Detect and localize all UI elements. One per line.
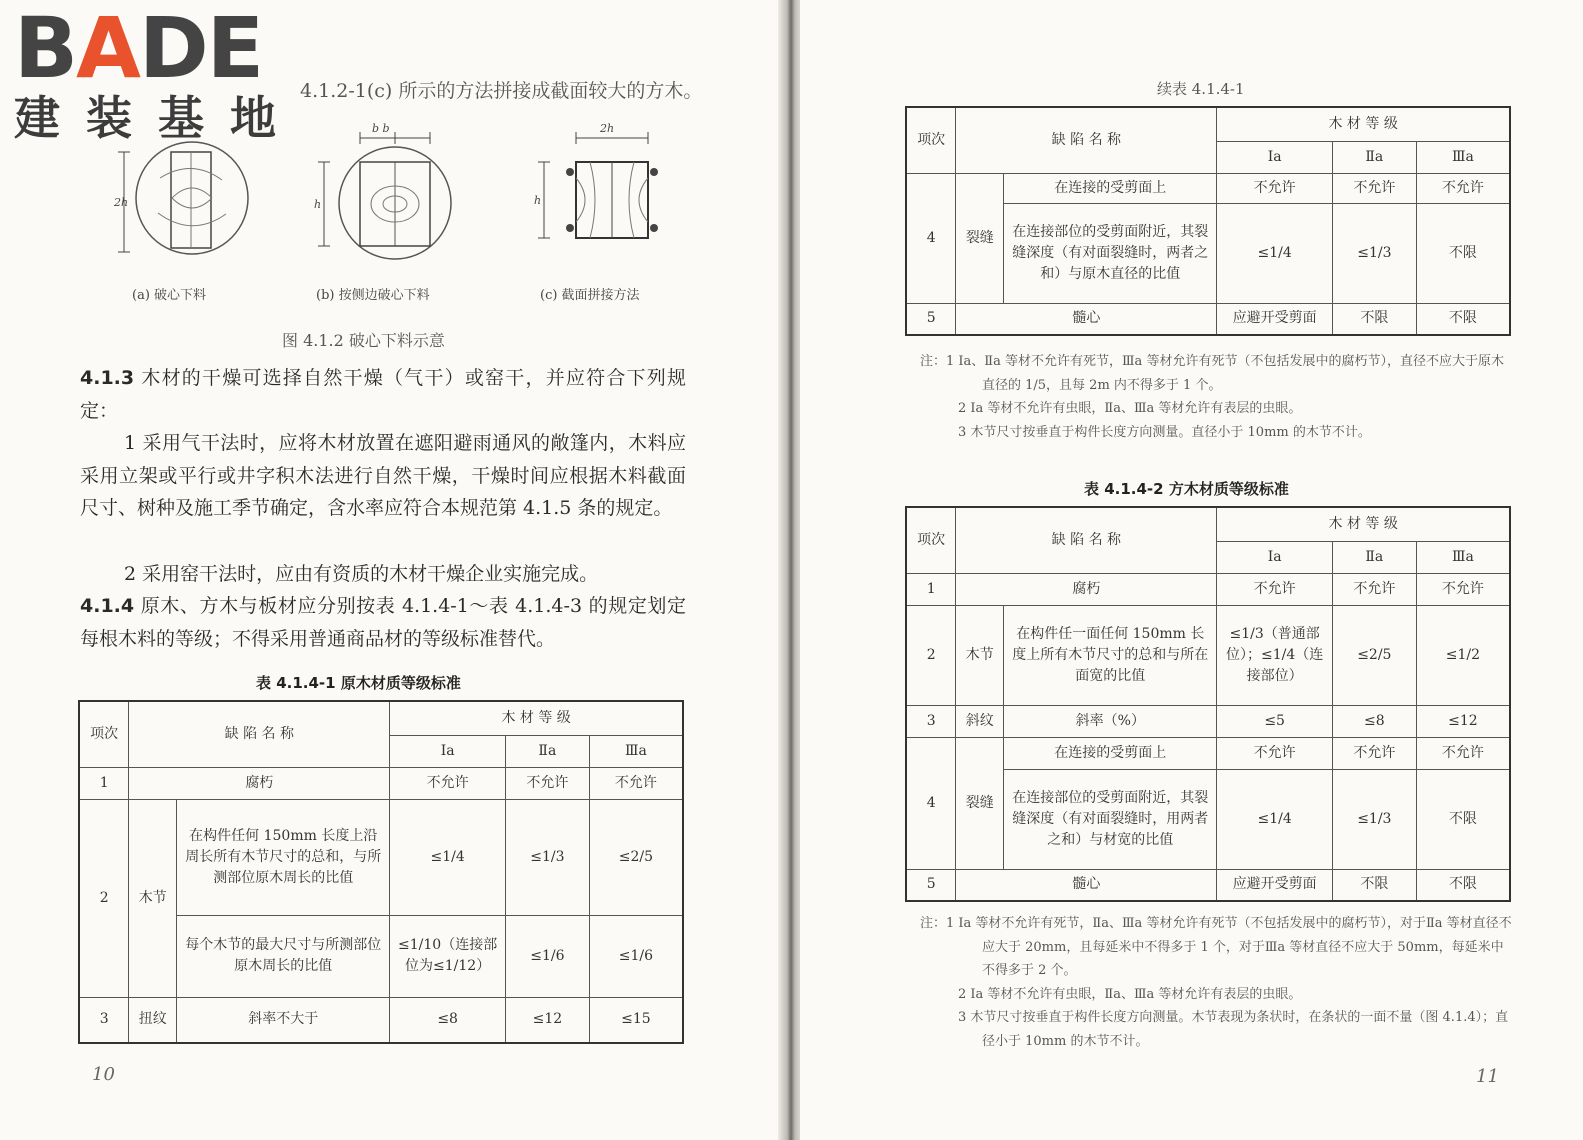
grade-3: Ⅲa — [589, 735, 683, 767]
row-number: 3 — [79, 997, 129, 1043]
value-cell: 不允许 — [1416, 573, 1510, 605]
figure-c-caption: (c) 截面拼接方法 — [540, 288, 640, 303]
value-cell: 不允许 — [505, 767, 589, 799]
value-cell: 不允许 — [1217, 737, 1333, 769]
logo-letter-a: A — [76, 0, 140, 97]
figure-b-caption: (b) 按侧边破心下料 — [316, 288, 430, 303]
right-page — [800, 0, 1583, 1140]
defect-name: 腐朽 — [129, 767, 390, 799]
defect-name: 腐朽 — [956, 573, 1217, 605]
value-cell: ≤1/10（连接部位为≤1/12） — [390, 915, 506, 997]
clause-4-1-3-item-1: 1 采用气干法时，应将木材放置在遮阳避雨通风的敞篷内，木料应采用立架或平行或井字积木法进行自然干燥，干燥时间应根据木料截面尺寸、树种及施工季节确定，含水率应符合本规范第 4.1.5 条的规定。 — [80, 432, 686, 519]
defect-description: 在连接部位的受剪面附近，其裂缝深度（有对面裂缝时，用两者之和）与材宽的比值 — [1004, 769, 1217, 869]
header-item: 项次 — [906, 107, 956, 173]
header-defect: 缺 陷 名 称 — [129, 701, 390, 767]
row-number: 5 — [906, 303, 956, 335]
table-4-1-4-2-title: 表 4.1.4-2 方木材质等级标准 — [1084, 480, 1289, 498]
value-cell: ≤2/5 — [589, 799, 683, 915]
value-cell: 不允许 — [1332, 173, 1416, 203]
clause-text: 原木、方木与板材应分别按表 4.1.4-1～表 4.1.4-3 的规定划定每根木料的等级；不得采用普通商品材的等级标准替代。 — [80, 595, 686, 650]
value-cell: 不限 — [1416, 303, 1510, 335]
value-cell: 不允许 — [1217, 573, 1333, 605]
figure-b-diagram — [310, 118, 470, 268]
figure-b-dim-label: h — [314, 198, 322, 211]
header-defect: 缺 陷 名 称 — [956, 507, 1217, 573]
defect-category: 木节 — [129, 799, 177, 997]
grade-2: Ⅱa — [505, 735, 589, 767]
clause-number: 4.1.3 — [80, 367, 135, 389]
clause-4-1-3-item-2: 2 采用窑干法时，应由有资质的木材干燥企业实施完成。 — [124, 563, 599, 585]
logo-letter-b: B — [14, 0, 77, 97]
clause-4-1-3 — [80, 362, 686, 427]
note-lead: 注：1 — [920, 916, 955, 931]
defect-description: 在连接的受剪面上 — [1004, 173, 1217, 203]
value-cell: ≤15 — [589, 997, 683, 1043]
value-cell: 应避开受剪面 — [1217, 303, 1333, 335]
header-defect: 缺 陷 名 称 — [956, 107, 1217, 173]
defect-description: 斜率不大于 — [177, 997, 390, 1043]
value-cell: 不允许 — [1332, 737, 1416, 769]
value-cell: 不允许 — [390, 767, 506, 799]
defect-description: 斜率（%） — [1004, 705, 1217, 737]
value-cell: 不允许 — [1217, 173, 1333, 203]
defect-category: 木节 — [956, 605, 1004, 705]
clause-number: 4.1.4 — [80, 595, 135, 617]
value-cell: 不限 — [1416, 869, 1510, 901]
defect-description: 在连接的受剪面上 — [1004, 737, 1217, 769]
value-cell: ≤1/3 — [1332, 203, 1416, 303]
header-item: 项次 — [79, 701, 129, 767]
value-cell: ≤1/4 — [390, 799, 506, 915]
logo-letters-de: DE — [139, 0, 263, 97]
table-4-1-4-1-continued — [905, 106, 1511, 336]
note-2: 2 Ⅰa 等材不允许有虫眼，Ⅱa、Ⅲa 等材允许有表层的虫眼。 — [958, 401, 1302, 416]
table-1-notes — [920, 350, 1515, 444]
defect-description: 在构件任一面任何 150mm 长度上所有木节尺寸的总和与所在面宽的比值 — [1004, 605, 1217, 705]
value-cell: 不允许 — [589, 767, 683, 799]
note-text: Ⅰa、Ⅱa 等材不允许有死节，Ⅲa 等材允许有死节（不包括发展中的腐朽节），直径不应大于原木直径的 1/5，且每 2m 内不得多于 1 个。 — [954, 354, 1504, 393]
table-4-1-4-1 — [78, 700, 684, 1044]
value-cell: 不限 — [1416, 203, 1510, 303]
defect-name: 髓心 — [956, 869, 1217, 901]
grade-2: Ⅱa — [1332, 541, 1416, 573]
value-cell: ≤1/4 — [1217, 203, 1333, 303]
table-4-1-4-1-title: 表 4.1.4-1 原木材质等级标准 — [256, 674, 461, 692]
defect-description: 在构件任何 150mm 长度上沿周长所有木节尺寸的总和，与所测部位原木周长的比值 — [177, 799, 390, 915]
value-cell: 不允许 — [1416, 173, 1510, 203]
defect-category: 扭纹 — [129, 997, 177, 1043]
header-item: 项次 — [906, 507, 956, 573]
header-grade: 木 材 等 级 — [1217, 507, 1510, 541]
top-line-text: 4.1.2-1(c) 所示的方法拼接成截面较大的方木。 — [300, 80, 703, 102]
grade-1: Ⅰa — [1217, 141, 1333, 173]
page-number-left: 10 — [92, 1064, 115, 1085]
value-cell: ≤12 — [1416, 705, 1510, 737]
defect-description: 每个木节的最大尺寸与所测部位原木周长的比值 — [177, 915, 390, 997]
table-4-1-4-2 — [905, 506, 1511, 902]
row-number: 2 — [906, 605, 956, 705]
row-number: 3 — [906, 705, 956, 737]
figure-a-diagram — [110, 118, 260, 268]
header-grade: 木 材 等 级 — [390, 701, 683, 735]
grade-3: Ⅲa — [1416, 541, 1510, 573]
grade-1: Ⅰa — [390, 735, 506, 767]
continued-table-title: 续表 4.1.4-1 — [1157, 80, 1245, 98]
clause-4-1-4 — [80, 590, 686, 655]
value-cell: 应避开受剪面 — [1217, 869, 1333, 901]
defect-category: 裂缝 — [956, 737, 1004, 869]
value-cell: ≤2/5 — [1332, 605, 1416, 705]
grade-2: Ⅱa — [1332, 141, 1416, 173]
value-cell: ≤5 — [1217, 705, 1333, 737]
figure-a-caption: (a) 破心下料 — [132, 288, 207, 303]
note-3: 3 木节尺寸按垂直于构件长度方向测量。木节表现为条状时，在条状的一面不量（图 4.1.4）；直径小于 10mm 的木节不计。 — [958, 1010, 1509, 1049]
value-cell: 不限 — [1416, 769, 1510, 869]
value-cell: ≤1/4 — [1217, 769, 1333, 869]
value-cell: ≤1/6 — [505, 915, 589, 997]
value-cell: ≤1/2 — [1416, 605, 1510, 705]
grade-1: Ⅰa — [1217, 541, 1333, 573]
note-2: 2 Ⅰa 等材不允许有虫眼，Ⅱa、Ⅲa 等材允许有表层的虫眼。 — [958, 986, 1302, 1002]
figure-a-dim-label: 2h — [114, 196, 129, 209]
figure-b-top-dim-label: b b — [372, 122, 390, 135]
logo-subtitle: 建装基地 — [14, 91, 302, 145]
value-cell: ≤12 — [505, 997, 589, 1043]
defect-category: 裂缝 — [956, 173, 1004, 303]
figure-title: 图 4.1.2 破心下料示意 — [282, 331, 445, 350]
value-cell: 不限 — [1332, 303, 1416, 335]
defect-category: 斜纹 — [956, 705, 1004, 737]
left-page — [0, 0, 790, 1140]
table-2-notes — [920, 912, 1515, 1053]
value-cell: ≤8 — [390, 997, 506, 1043]
logo-wordmark — [14, 0, 304, 97]
value-cell: 不限 — [1332, 869, 1416, 901]
figure-c-dim-label: h — [534, 194, 542, 207]
value-cell: ≤1/6 — [589, 915, 683, 997]
note-3: 3 木节尺寸按垂直于构件长度方向测量。直径小于 10mm 的木节不计。 — [958, 424, 1371, 440]
row-number: 4 — [906, 737, 956, 869]
figure-c-diagram — [530, 118, 680, 268]
value-cell: 不允许 — [1332, 573, 1416, 605]
clause-text: 木材的干燥可选择自然干燥（气干）或窑干，并应符合下列规定： — [80, 367, 686, 422]
value-cell: ≤8 — [1332, 705, 1416, 737]
defect-name: 髓心 — [956, 303, 1217, 335]
value-cell: ≤1/3 — [505, 799, 589, 915]
note-text: Ⅰa 等材不允许有死节，Ⅱa、Ⅲa 等材允许有死节（不包括发展中的腐朽节），对于Ⅱa 等材直径不应大于 20mm，且每延米中不得多于 1 个，对于Ⅲa 等材直径不应大于 50mm，每延米中不得多于 2 个。 — [954, 916, 1512, 978]
note-lead: 注：1 — [920, 354, 955, 369]
row-number: 2 — [79, 799, 129, 997]
grade-3: Ⅲa — [1416, 141, 1510, 173]
value-cell: ≤1/3 — [1332, 769, 1416, 869]
value-cell: 不允许 — [1416, 737, 1510, 769]
note-1 — [920, 350, 1515, 397]
row-number: 1 — [906, 573, 956, 605]
defect-description: 在连接部位的受剪面附近，其裂缝深度（有对面裂缝时，两者之和）与原木直径的比值 — [1004, 203, 1217, 303]
note-1 — [920, 912, 1515, 983]
header-grade: 木 材 等 级 — [1217, 107, 1510, 141]
page-number-right: 11 — [1476, 1066, 1499, 1087]
row-number: 4 — [906, 173, 956, 303]
figure-c-top-dim-label: 2h — [600, 122, 615, 135]
row-number: 5 — [906, 869, 956, 901]
row-number: 1 — [79, 767, 129, 799]
value-cell: ≤1/3（普通部位）；≤1/4（连接部位） — [1217, 605, 1333, 705]
